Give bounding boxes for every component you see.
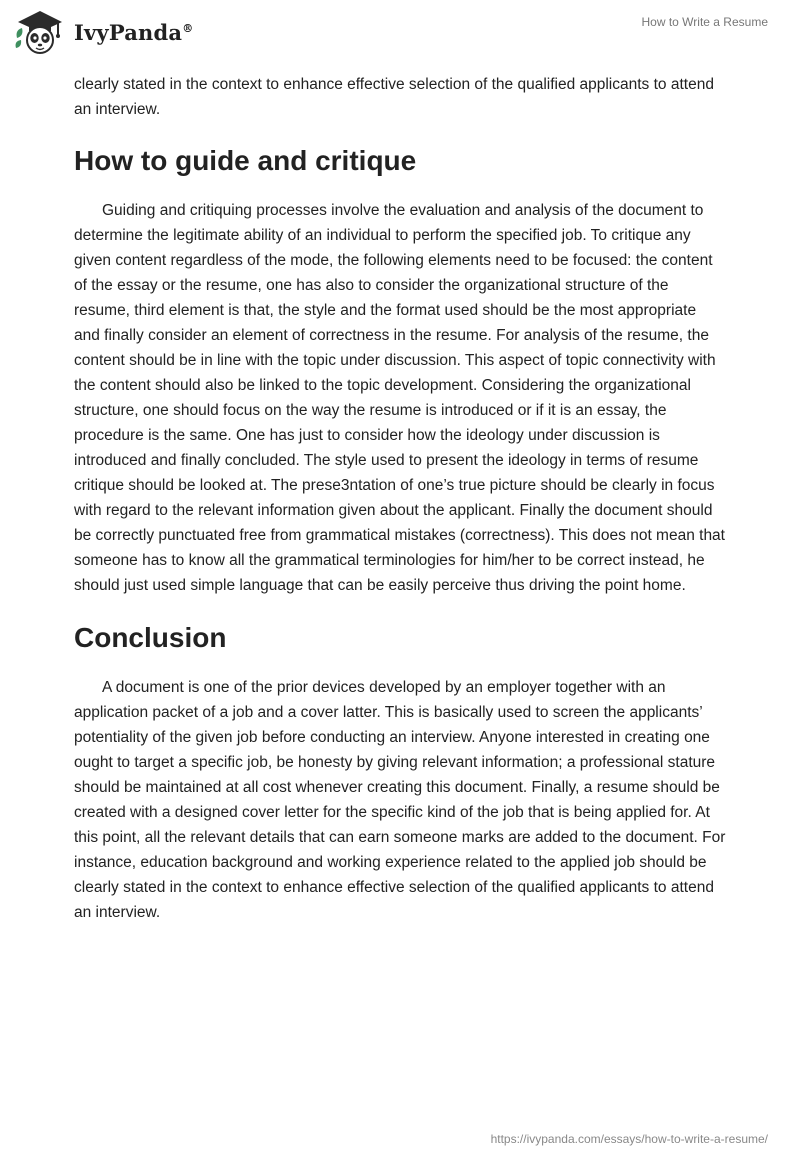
- document-title: How to Write a Resume: [641, 15, 768, 29]
- guide-paragraph: Guiding and critiquing processes involve the evaluation and analysis of the document to determine the legitimate ability of an individual to perform the specified job. To critique any given content regardless of the mode, the following elements need to be focused: the content of the essay or the resume, one has also to consider the organizational structure of the resume, third element is that, the style and the format used should be the most appropriate and finally consider an element of correctness in the resume. For analysis of the resume, the content should be in line with the topic under discussion. This aspect of topic connectivity with the content should also be linked to the topic development. Considering the organizational structure, one should focus on the way the resume is introduced or if it is an essay, the procedure is the same. One has just to consider how the ideology under discussion is introduced and finally concluded. The style used to present the ideology in terms of resume critique should be looked at. The prese3ntation of one’s true picture should be clearly in focus with regard to the relevant information given about the applicant. Finally the document should be correctly punctuated free from grammatical mistakes (correctness). This does not mean that someone has to know all the grammatical terminologies for him/her to be correct instead, he should just used simple language that can be easily perceive thus driving the point home.: [74, 202, 725, 594]
- essay-content: [74, 72, 726, 925]
- page-header: [0, 0, 800, 68]
- source-url[interactable]: https://ivypanda.com/essays/how-to-write-a-resume/: [490, 1132, 768, 1146]
- conclusion-paragraph: A document is one of the prior devices developed by an employer together with an application packet of a job and a cover latter. This is basically used to screen the applicants’ potentiality of the given job before conducting an interview. Anyone interested in creating one ought to target a specific job, be honesty by giving relevant information; a professional stature should be maintained at all cost whenever creating this document. Finally, a resume should be created with a designed cover letter for the specific kind of the job that is being applied for. At this point, all the relevant details that can earn someone marks are added to the document. For instance, education background and working experience related to the applied job should be clearly stated in the context to enhance effective selection of the qualified applicants to attend an interview.: [74, 679, 726, 921]
- logo-wordmark: IvyPanda®: [74, 19, 194, 45]
- ivypanda-logo[interactable]: [14, 8, 193, 56]
- intro-paragraph: clearly stated in the context to enhance effective selection of the qualified applicants to attend an interview.: [74, 76, 714, 118]
- section-heading-guide: How to guide and critique: [74, 145, 417, 176]
- section-heading-conclusion: Conclusion: [74, 622, 227, 653]
- panda-logo-icon: [14, 8, 66, 56]
